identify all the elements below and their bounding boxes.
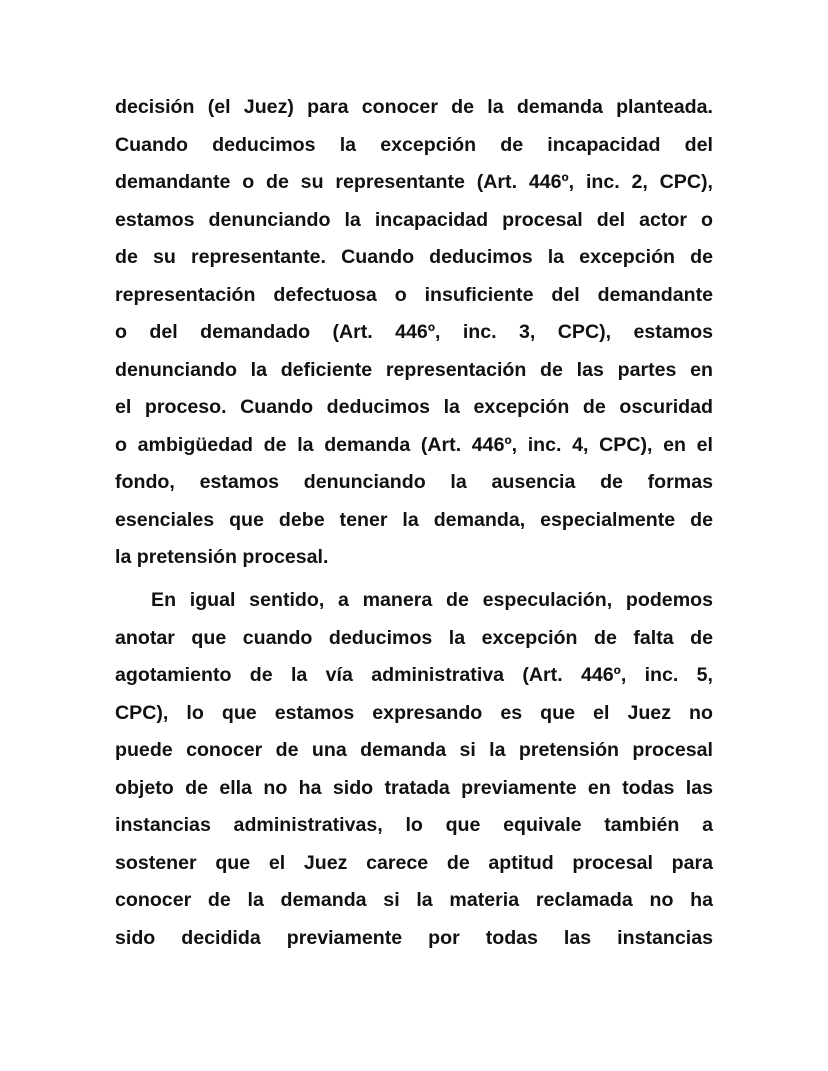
text-line: esenciales que debe tener la demanda, especialmente de (115, 508, 713, 531)
text-line: Cuando deducimos la excepción de incapacidad del (115, 133, 713, 156)
text-line: conocer de la demanda si la materia reclamada no ha (115, 889, 713, 911)
text-line: el proceso. Cuando deducimos la excepción de oscuridad (115, 396, 713, 418)
text-line: En igual sentido, a manera de especulación, podemos (151, 589, 713, 611)
paragraph-2 (115, 582, 713, 957)
text-line: estamos denunciando la incapacidad procesal del actor o (115, 208, 713, 231)
text-line: instancias administrativas, lo que equivale también a (115, 814, 713, 836)
text-line: anotar que cuando deducimos la excepción de falta de (115, 626, 713, 649)
text-line: fondo, estamos denunciando la ausencia de formas (115, 471, 713, 493)
text-line: objeto de ella no ha sido tratada previamente en todas las (115, 776, 713, 799)
text-line: de su representante. Cuando deducimos la excepción de (115, 246, 713, 268)
text-line: sido decidida previamente por todas las instancias (115, 926, 713, 949)
paragraph-1 (115, 89, 713, 577)
text-line: sostener que el Juez carece de aptitud procesal para (115, 851, 713, 874)
text-line: representación defectuosa o insuficiente del demandante (115, 283, 713, 306)
text-line: CPC), lo que estamos expresando es que el Juez no (115, 701, 713, 724)
text-line: agotamiento de la vía administrativa (Art. 446º, inc. 5, (115, 664, 713, 686)
text-line: puede conocer de una demanda si la pretensión procesal (115, 739, 713, 761)
text-line: o del demandado (Art. 446º, inc. 3, CPC), estamos (115, 321, 713, 343)
text-line: denunciando la deficiente representación de las partes en (115, 358, 713, 381)
text-line: demandante o de su representante (Art. 446º, inc. 2, CPC), (115, 171, 713, 193)
text-line: la pretensión procesal. (115, 546, 329, 568)
text-line: decisión (el Juez) para conocer de la demanda planteada. (115, 96, 713, 118)
text-line: o ambigüedad de la demanda (Art. 446º, inc. 4, CPC), en el (115, 433, 713, 456)
